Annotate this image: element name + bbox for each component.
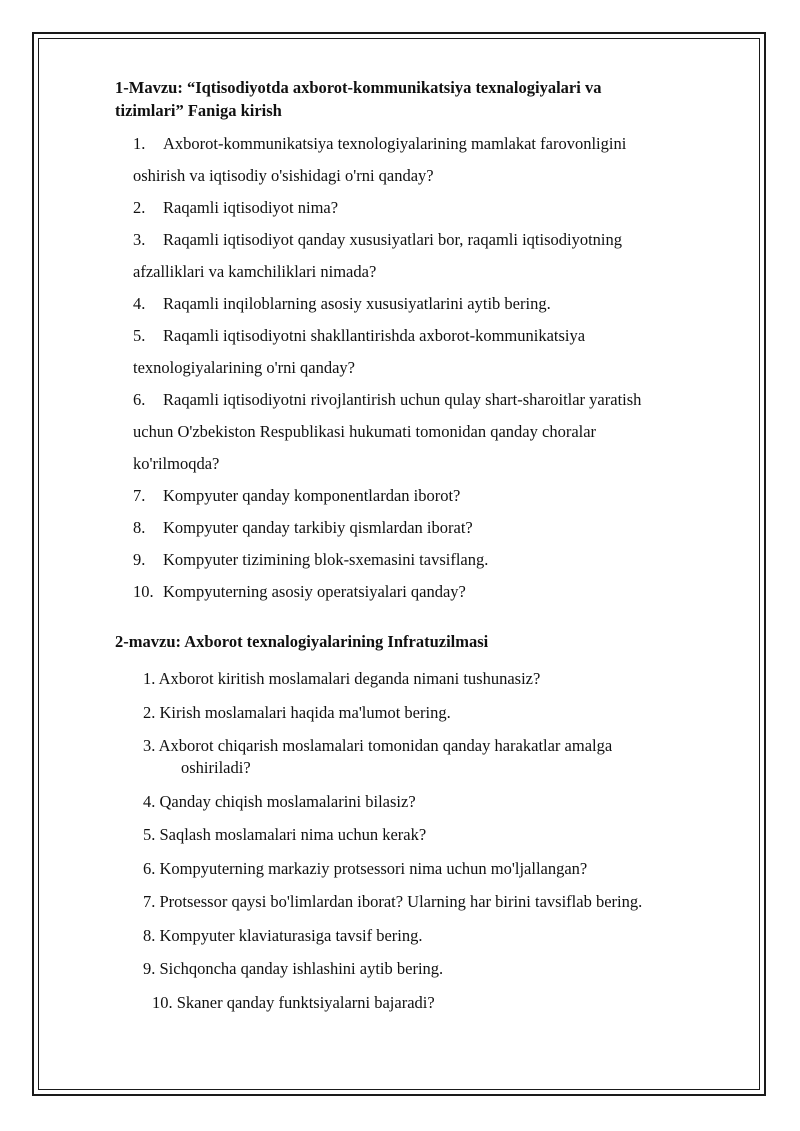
- list-item: 7. Protsessor qaysi bo'limlardan iborat? Ularning har birini tavsiflab bering.: [143, 892, 643, 911]
- list-item: 1. Axborot-kommunikatsiya texnologiyalarining mamlakat farovonligini: [133, 134, 627, 153]
- list-item: 4. Qanday chiqish moslamalarini bilasiz?: [143, 791, 416, 811]
- list-item-continuation: uchun O'zbekiston Respublikasi hukumati tomonidan qanday choralar: [133, 422, 597, 441]
- topic2-question-list: [115, 668, 715, 1014]
- list-item: 6. Raqamli iqtisodiyotni rivojlantirish uchun qulay shart-sharoitlar yaratish: [133, 390, 642, 409]
- list-item: 3. Axborot chiqarish moslamalari tomonidan qanday harakatlar amalga oshiriladi?: [143, 736, 613, 777]
- list-item-continuation: oshirish va iqtisodiy o'sishidagi o'rni qanday?: [133, 166, 434, 185]
- list-item: 1. Axborot kiritish moslamalari deganda nimani tushunasiz?: [143, 669, 541, 688]
- list-item: 3. Raqamli iqtisodiyot qanday xususiyatlari bor, raqamli iqtisodiyotning: [133, 230, 622, 249]
- list-item: 9. Sichqoncha qanday ishlashini aytib bering.: [143, 959, 444, 978]
- document-content: [115, 76, 715, 1025]
- topic1-heading-line2: tizimlari” Faniga kirish: [115, 101, 282, 120]
- list-item-continuation: ko'rilmoqda?: [133, 454, 220, 473]
- list-item: 10. Kompyuterning asosiy operatsiyalari qanday?: [133, 582, 466, 601]
- list-item: 2. Raqamli iqtisodiyot nima?: [133, 198, 339, 217]
- list-item-continuation: afzalliklari va kamchiliklari nimada?: [133, 262, 377, 281]
- list-item: 9. Kompyuter tizimining blok-sxemasini tavsiflang.: [133, 550, 489, 569]
- list-item: 7. Kompyuter qanday komponentlardan iborot?: [133, 486, 461, 505]
- list-item: 4. Raqamli inqiloblarning asosiy xususiyatlarini aytib bering.: [133, 294, 551, 313]
- list-item: 8. Kompyuter qanday tarkibiy qismlardan iborat?: [133, 518, 473, 537]
- list-item-continuation: texnologiyalarining o'rni qanday?: [133, 358, 355, 377]
- list-item: 8. Kompyuter klaviaturasiga tavsif bering.: [143, 925, 423, 945]
- topic2-heading: 2-mavzu: Axborot texnalogiyalarining Infratuzilmasi: [115, 632, 489, 651]
- topic1-heading: [115, 76, 715, 122]
- list-item: 2. Kirish moslamalari haqida ma'lumot bering.: [143, 702, 451, 722]
- topic1-question-list: [115, 128, 715, 608]
- list-item: 6. Kompyuterning markaziy protsessori nima uchun mo'ljallangan?: [143, 858, 588, 878]
- list-item: 5. Saqlash moslamalari nima uchun kerak?: [143, 825, 427, 844]
- topic1-heading-line1: 1-Mavzu: “Iqtisodiyotda axborot-kommunikatsiya texnalogiyalari va: [115, 78, 602, 97]
- list-item: 10. Skaner qanday funktsiyalarni bajaradi?: [152, 992, 435, 1012]
- list-item: 5. Raqamli iqtisodiyotni shakllantirishda axborot-kommunikatsiya: [133, 326, 586, 345]
